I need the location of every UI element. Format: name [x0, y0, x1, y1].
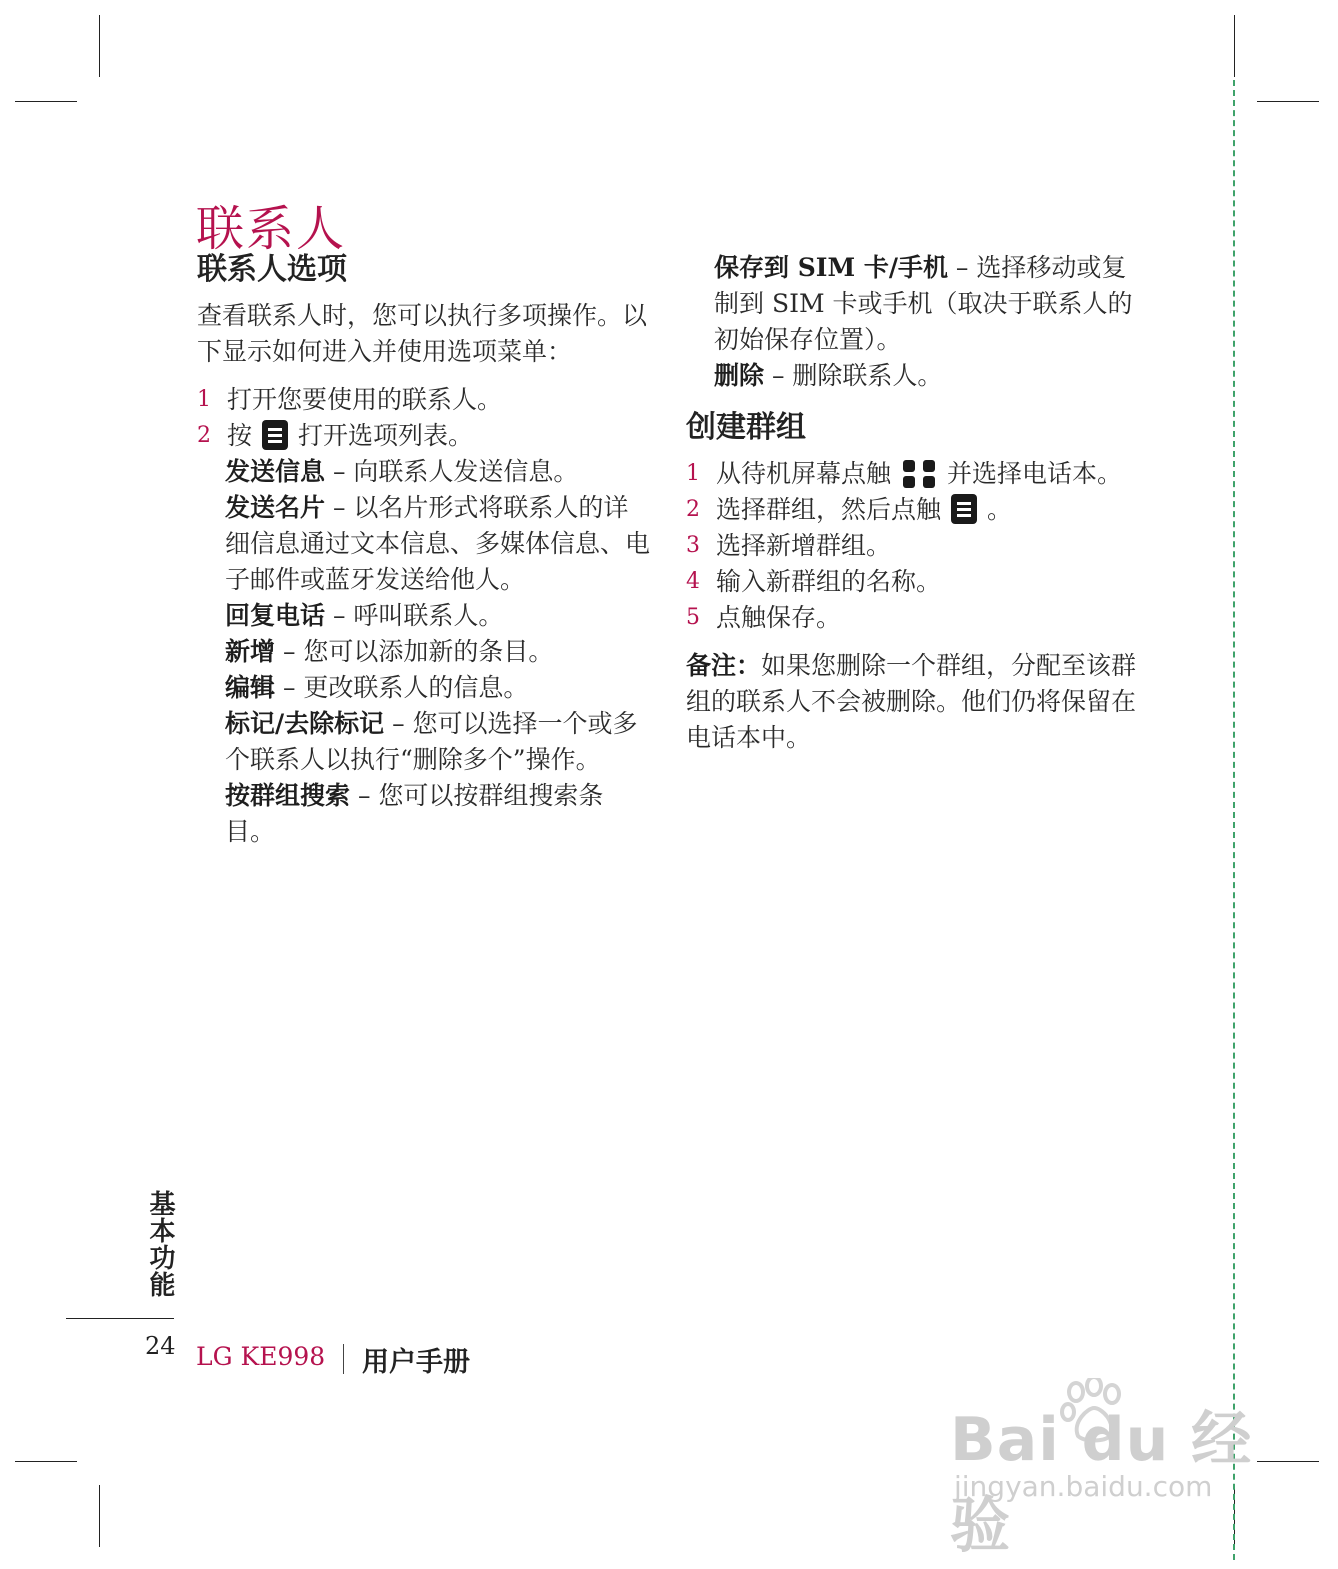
note-label: 备注： [686, 651, 762, 680]
step-number: 1 [197, 387, 211, 412]
option-list [197, 454, 652, 850]
option-desc: – 您可以添加新的条目。 [275, 637, 554, 666]
option-term: 编辑 [225, 673, 276, 702]
crop-mark [15, 101, 77, 102]
section-tab-label: 基本功能 [145, 1190, 175, 1298]
step-text: 从待机屏幕点触 [716, 459, 892, 488]
footer-brand: LG KE998 [196, 1342, 326, 1371]
list-item [686, 528, 1138, 564]
step-number: 1 [686, 461, 700, 486]
menu-icon [951, 494, 977, 524]
list-item [686, 456, 1138, 492]
list-item [197, 418, 652, 454]
option-term: 发送信息 [225, 457, 326, 486]
step-number: 5 [686, 605, 700, 630]
step-text: 。 [987, 495, 1013, 524]
option-desc: – 选择移动或复制到 SIM 卡或手机（取决于联系人的初始保存位置）。 [714, 253, 1133, 354]
crop-mark [99, 15, 100, 77]
fold-guide-line [1233, 80, 1235, 1560]
option-item [225, 670, 652, 706]
crop-mark [1257, 1461, 1319, 1462]
step-text: 选择新增群组。 [716, 531, 892, 560]
right-column [686, 250, 1138, 756]
crop-mark [1234, 15, 1235, 77]
menu-icon [262, 420, 288, 450]
list-item [686, 492, 1138, 528]
section-heading-create-group: 创建群组 [686, 410, 806, 445]
list-item [686, 600, 1138, 636]
footer-divider [343, 1344, 344, 1374]
option-term: 新增 [225, 637, 276, 666]
option-desc: – 更改联系人的信息。 [275, 673, 529, 702]
page-number: 24 [145, 1332, 176, 1360]
left-column [197, 250, 652, 850]
note-text: 如果您删除一个群组，分配至该群组的联系人不会被删除。他们仍将保留在电话本中。 [686, 651, 1137, 752]
step-text: 点触保存。 [716, 603, 842, 632]
option-item [225, 598, 652, 634]
option-term: 保存到 SIM 卡/手机 [714, 253, 948, 282]
step-text: 打开选项列表。 [298, 421, 474, 450]
step-number: 4 [686, 569, 700, 594]
note-paragraph [686, 648, 1138, 756]
step-text: 按 [227, 421, 253, 450]
option-term: 按群组搜索 [225, 781, 351, 810]
step-text: 选择群组，然后点触 [716, 495, 942, 524]
step-text: 打开您要使用的联系人。 [227, 385, 503, 414]
option-item [225, 634, 652, 670]
step-text: 输入新群组的名称。 [716, 567, 942, 596]
option-desc: – 删除联系人。 [764, 361, 943, 390]
option-desc: – 向联系人发送信息。 [325, 457, 579, 486]
crop-mark [99, 1485, 100, 1547]
section-heading-contact-options: 联系人选项 [197, 252, 347, 287]
list-item [686, 564, 1138, 600]
option-term: 回复电话 [225, 601, 326, 630]
option-item [225, 490, 652, 598]
step-number: 2 [197, 423, 211, 448]
watermark-text: Bai du 经验 [950, 1405, 1253, 1561]
watermark-url: jingyan.baidu.com [954, 1470, 1213, 1503]
option-item [225, 778, 652, 850]
list-item [197, 382, 652, 418]
option-item [225, 454, 652, 490]
step-list [686, 456, 1138, 636]
footer-rule [66, 1318, 174, 1319]
option-list [686, 250, 1138, 394]
option-item [225, 706, 652, 778]
step-list [197, 382, 652, 454]
step-number: 2 [686, 497, 700, 522]
grid-icon [901, 458, 937, 488]
crop-mark [15, 1461, 77, 1462]
option-desc: – 您可以按群组搜索条目。 [225, 781, 604, 846]
option-desc: – 呼叫联系人。 [325, 601, 504, 630]
option-item [714, 358, 1138, 394]
intro-paragraph: 查看联系人时，您可以执行多项操作。以下显示如何进入并使用选项菜单： [197, 301, 648, 366]
option-term: 删除 [714, 361, 765, 390]
crop-mark [1257, 101, 1319, 102]
page-title: 联系人 [196, 201, 347, 258]
option-desc: – 您可以选择一个或多个联系人以执行“删除多个”操作。 [225, 709, 638, 774]
option-term: 标记/去除标记 [225, 709, 385, 738]
baidu-watermark [950, 1378, 1260, 1561]
step-number: 3 [686, 533, 700, 558]
option-term: 发送名片 [225, 493, 326, 522]
option-item [714, 250, 1138, 358]
footer-manual-title: 用户手册 [362, 1347, 470, 1378]
option-desc: – 以名片形式将联系人的详细信息通过文本信息、多媒体信息、电子邮件或蓝牙发送给他人。 [225, 493, 651, 594]
step-text: 并选择电话本。 [947, 459, 1123, 488]
